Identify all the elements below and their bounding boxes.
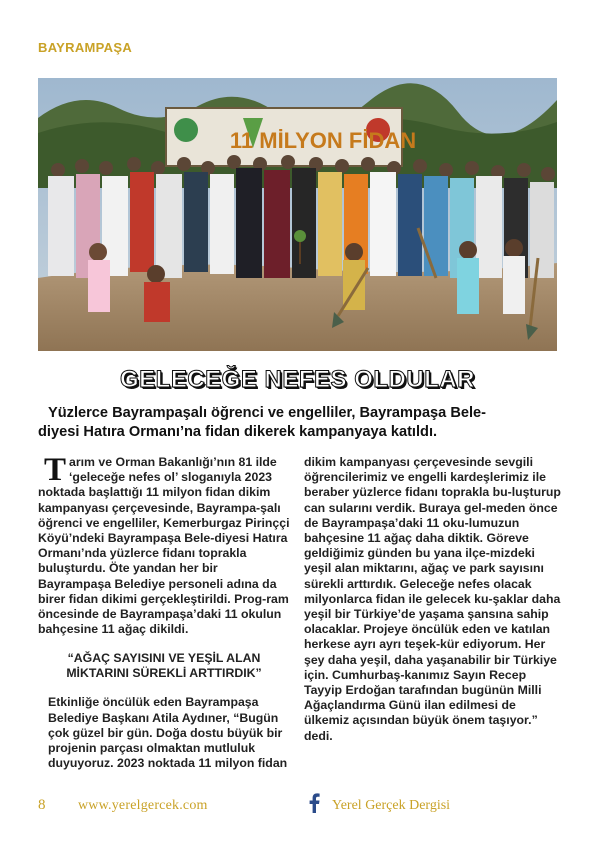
lead-line-1: Yüzlerce Bayrampaşalı öğrenci ve engelliler, Bayrampaşa Bele- [48,405,487,421]
paragraph-3: dikim kampanyası çerçevesinde sevgili öğrencilerimiz ve engelli kardeşlerimiz ile beraber yüzlerce fidanı toprakla bu-luşturup can sularını verdik. Buraya gel-meden önce de Bayrampaşa’daki 11 oku-lumuzun bahçesine 11 ağaç daha diktik. Göreve geldiğimiz günden bu yana ilçe-mizdeki yeşil alan miktarını, ağaç ve park sayısını sürekli arttırdık. Geleceğe nefes olacak milyonlarca fidan ile gelecek ku-şaklar daha yeşil bir Türkiye’de yaşama şansına sahip olacaklar. Projeye öncülük eden ve katılan herkese ayrı ayrı teşek-kür ediyorum. Her şey daha yeşil, daha yaşanabilir bir Türkiye için. Cumhurbaş-kanımız Sayın Recep Tayyip Erdoğan tarafından bugünün Milli Ağaçlandırma Günü ilan edilmesi de ülkemiz açısından büyük önem taşıyor.” dedi. [304,455,561,743]
article-subheading [38,651,290,681]
drop-cap: T [44,452,67,488]
paragraph-1-text: arım ve Orman Bakanlığı’nın 81 ilde ‘geleceğe nefes ol’ sloganıyla 2023 noktada başlattığı 11 milyon fidan dikim kampanyası çerçevesinde, Bayrampa-şalı öğrenci ve engelliler, Kemerburgaz Pirinççi Köyü’ndeki Bayrampaşa Bele-diyesi Hatıra Ormanı’nda yüzlerce fidanı toprakla buluşturdu. Öte yandan her bir Bayrampaşa Belediye personeli adına da birer fidan dikimi gerçekleştirildi. Prog-ram öncesinde de Bayrampaşa’daki 11 okulun bahçesine 11 ağaç dikildi. [38,455,290,637]
article-headline: GELECEĞE NEFES OLDULAR [119,366,476,393]
paragraph-1 [38,452,290,637]
article-column-left [38,452,290,771]
paragraph-2: Etkinliğe öncülük eden Bayrampaşa Belediye Başkanı Atila Aydıner, “Bugün çok güzel bir gün. Doğa dostu büyük bir projenin parçası olmaktan mutluluk duyuyoruz. 2023 noktada 11 milyon fidan [48,695,288,771]
magazine-name: Yerel Gerçek Dergisi [332,798,451,813]
subheading-line-2: MİKTARINI SÜREKLİ ARTTIRDIK” [66,666,262,681]
article-column-right [304,455,562,744]
website-link[interactable]: www.yerelgercek.com [78,798,208,813]
tree-planting-photo [38,78,557,351]
subheading-line-1: “AĞAÇ SAYISINI VE YEŞİL ALAN [67,651,261,666]
page-number: 8 [38,797,46,813]
article-lead [38,404,560,442]
section-label: BAYRAMPAŞA [38,40,133,55]
banner-text: 11 MİLYON FİDAN [229,128,417,153]
lead-line-2: diyesi Hatıra Ormanı’na fidan dikerek kampanyaya katıldı. [38,424,438,440]
facebook-icon[interactable] [308,793,320,813]
